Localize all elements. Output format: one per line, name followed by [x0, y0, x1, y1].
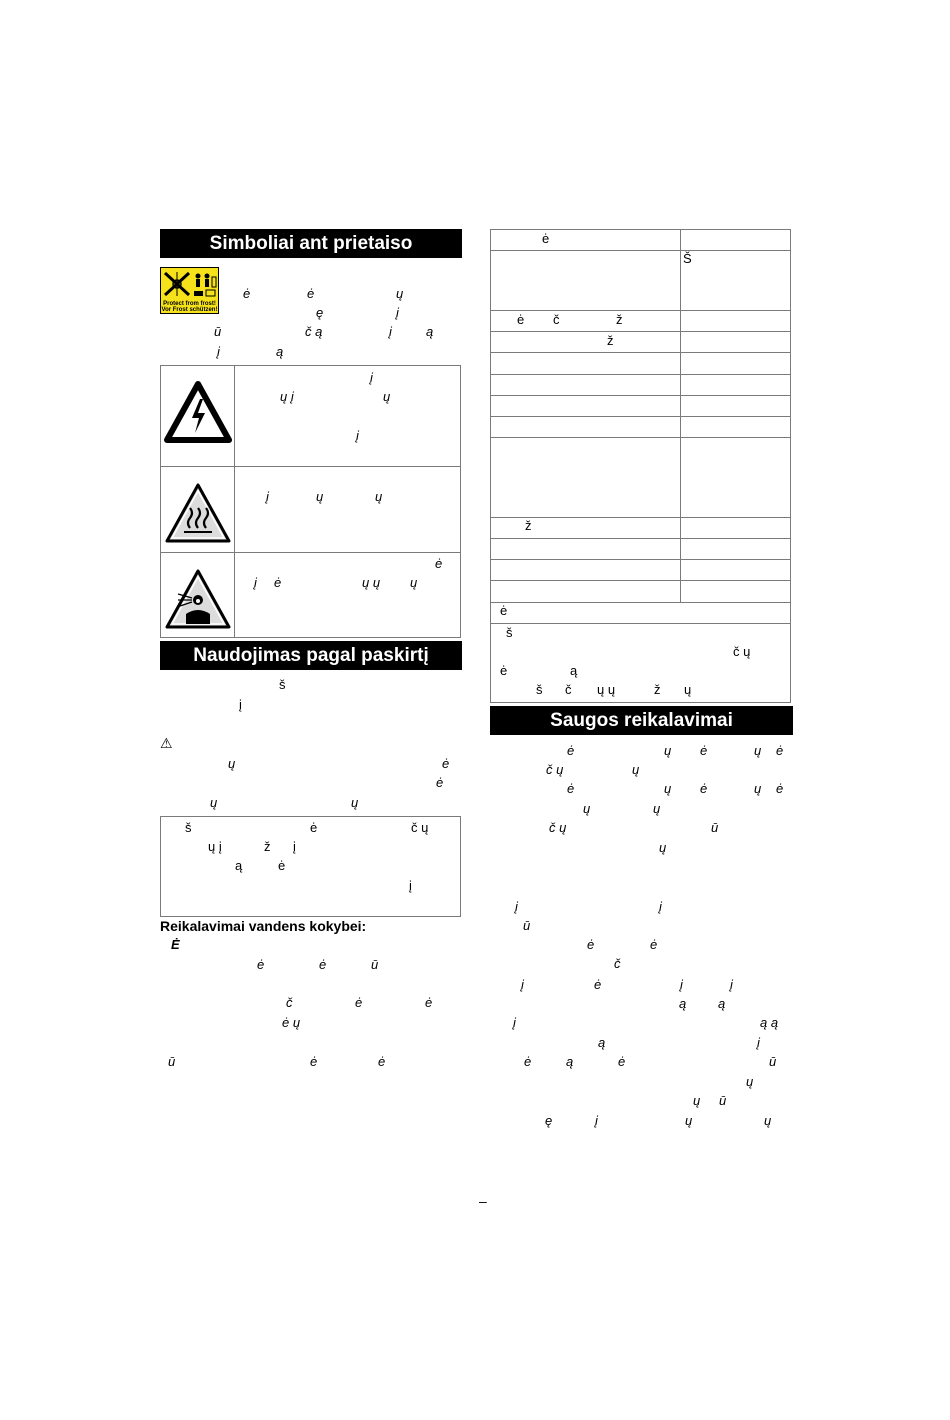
text-glyph: ė	[310, 1054, 318, 1069]
text-glyph: į	[409, 878, 412, 893]
text-glyph: š	[506, 625, 513, 640]
text-glyph: į	[595, 1113, 598, 1128]
text-glyph: č	[286, 995, 293, 1010]
text-glyph: č	[614, 956, 621, 971]
text-glyph: ų	[693, 1093, 701, 1108]
text-glyph: ė	[618, 1054, 626, 1069]
text-glyph: ū	[769, 1054, 777, 1069]
text-glyph: ė	[442, 756, 450, 771]
text-glyph: ą	[426, 324, 434, 339]
text-glyph: ė	[700, 781, 708, 796]
text-glyph: ų	[754, 743, 762, 758]
text-glyph: į	[356, 428, 359, 443]
text-glyph: ų	[659, 840, 667, 855]
text-glyph: ų	[664, 743, 672, 758]
text-glyph: ž	[525, 518, 532, 533]
text-glyph: ą	[718, 996, 726, 1011]
text-glyph: ė	[435, 556, 443, 571]
text-glyph: į	[239, 697, 242, 712]
text-glyph: ė	[378, 1054, 386, 1069]
text-glyph: ą	[570, 663, 578, 678]
text-glyph: ų ų	[597, 682, 616, 697]
text-glyph: ų	[754, 781, 762, 796]
text-glyph: ų	[583, 801, 591, 816]
text-glyph: ų	[746, 1074, 754, 1089]
text-glyph: ų	[685, 1113, 693, 1128]
text-glyph: ė	[542, 231, 550, 246]
warning-triangle-icon: ⚠	[160, 736, 173, 752]
technical-data-table	[490, 229, 791, 703]
text-glyph: ū	[711, 820, 719, 835]
page-number-dash: –	[479, 1193, 487, 1209]
text-glyph: ė	[517, 312, 525, 327]
text-glyph: ų	[664, 781, 672, 796]
text-glyph: ė ų	[282, 1015, 301, 1030]
text-glyph: ė	[425, 995, 433, 1010]
text-glyph: į	[254, 575, 257, 590]
hot-surface-warning-icon	[164, 482, 232, 544]
text-glyph: č ų	[549, 820, 567, 835]
text-glyph: ų	[383, 389, 391, 404]
text-glyph: į	[266, 489, 269, 504]
text-glyph: į	[515, 899, 518, 914]
text-glyph: Ė	[171, 937, 180, 952]
high-pressure-jet-warning-icon	[164, 568, 232, 630]
text-glyph: ų į	[208, 839, 222, 854]
text-glyph: ų	[316, 489, 324, 504]
text-glyph: ė	[587, 937, 595, 952]
text-glyph: į	[730, 977, 733, 992]
text-glyph: į	[659, 899, 662, 914]
text-glyph: ę	[545, 1113, 553, 1128]
text-glyph: ė	[243, 286, 251, 301]
text-glyph: č ą	[305, 324, 323, 339]
text-glyph: š	[279, 677, 286, 692]
text-glyph: ž	[264, 839, 271, 854]
text-glyph: į	[513, 1015, 516, 1030]
text-glyph: č ų	[411, 820, 429, 835]
text-glyph: č ų	[546, 762, 564, 777]
text-glyph: ų	[653, 801, 661, 816]
text-glyph: ė	[776, 781, 784, 796]
text-glyph: ę	[316, 305, 324, 320]
water-quality-heading: Reikalavimai vandens kokybei:	[160, 918, 367, 934]
text-glyph: ų	[684, 682, 692, 697]
text-glyph: ą	[679, 996, 687, 1011]
text-glyph: ž	[607, 333, 614, 348]
text-glyph: ų	[764, 1113, 772, 1128]
text-glyph: ų	[375, 489, 383, 504]
text-glyph: ė	[776, 743, 784, 758]
text-glyph: ų	[351, 795, 359, 810]
text-glyph: ū	[168, 1054, 176, 1069]
text-glyph: ė	[567, 781, 575, 796]
text-glyph: ų ų	[362, 575, 381, 590]
text-glyph: ū	[719, 1093, 727, 1108]
text-glyph: ų	[410, 575, 418, 590]
text-glyph: ė	[274, 575, 282, 590]
frost-symbol-graphic	[161, 268, 218, 301]
intended-use-heading: Naudojimas pagal paskirtį	[160, 641, 462, 670]
text-glyph: į	[757, 1035, 760, 1050]
text-glyph: ė	[307, 286, 315, 301]
text-glyph: ė	[500, 663, 508, 678]
text-glyph: ž	[654, 682, 661, 697]
text-glyph: ū	[523, 918, 531, 933]
text-glyph: ė	[257, 957, 265, 972]
text-glyph: Š	[683, 251, 692, 266]
text-glyph: ą	[598, 1035, 606, 1050]
text-glyph: ė	[567, 743, 575, 758]
text-glyph: ų	[210, 795, 218, 810]
text-glyph: ė	[500, 603, 508, 618]
text-glyph: į	[370, 370, 373, 385]
safety-heading: Saugos reikalavimai	[490, 706, 793, 735]
text-glyph: ė	[594, 977, 602, 992]
text-glyph: š	[536, 682, 543, 697]
frost-protection-icon	[160, 267, 219, 314]
text-glyph: ų	[632, 762, 640, 777]
text-glyph: ū	[214, 324, 222, 339]
text-glyph: ė	[650, 937, 658, 952]
text-glyph: ė	[700, 743, 708, 758]
text-glyph: č	[565, 682, 572, 697]
text-glyph: ė	[310, 820, 318, 835]
text-glyph: ų	[396, 286, 404, 301]
text-glyph: į	[396, 305, 399, 320]
text-glyph: č	[553, 312, 560, 327]
text-glyph: ė	[319, 957, 327, 972]
text-glyph: ė	[524, 1054, 532, 1069]
text-glyph: į	[293, 839, 296, 854]
text-glyph: ū	[371, 957, 379, 972]
text-glyph: š	[185, 820, 192, 835]
text-glyph: ą	[235, 858, 243, 873]
electric-shock-warning-icon	[164, 381, 232, 443]
text-glyph: č ų	[733, 644, 751, 659]
text-glyph: ž	[616, 312, 623, 327]
text-glyph: ų	[228, 756, 236, 771]
text-glyph: į	[389, 324, 392, 339]
text-glyph: į	[217, 344, 220, 359]
text-glyph: ą	[566, 1054, 574, 1069]
frost-sticker-text-1: Protect from frost!	[163, 301, 216, 307]
text-glyph: ė	[278, 858, 286, 873]
frost-sticker-text-2: Vor Frost schützen!	[161, 307, 218, 313]
text-glyph: ė	[436, 775, 444, 790]
text-glyph: ų į	[280, 389, 294, 404]
text-glyph: ą ą	[760, 1015, 779, 1030]
text-glyph: į	[680, 977, 683, 992]
symbols-heading: Simboliai ant prietaiso	[160, 229, 462, 258]
text-glyph: ą	[276, 344, 284, 359]
text-glyph: į	[521, 977, 524, 992]
text-glyph: ė	[355, 995, 363, 1010]
